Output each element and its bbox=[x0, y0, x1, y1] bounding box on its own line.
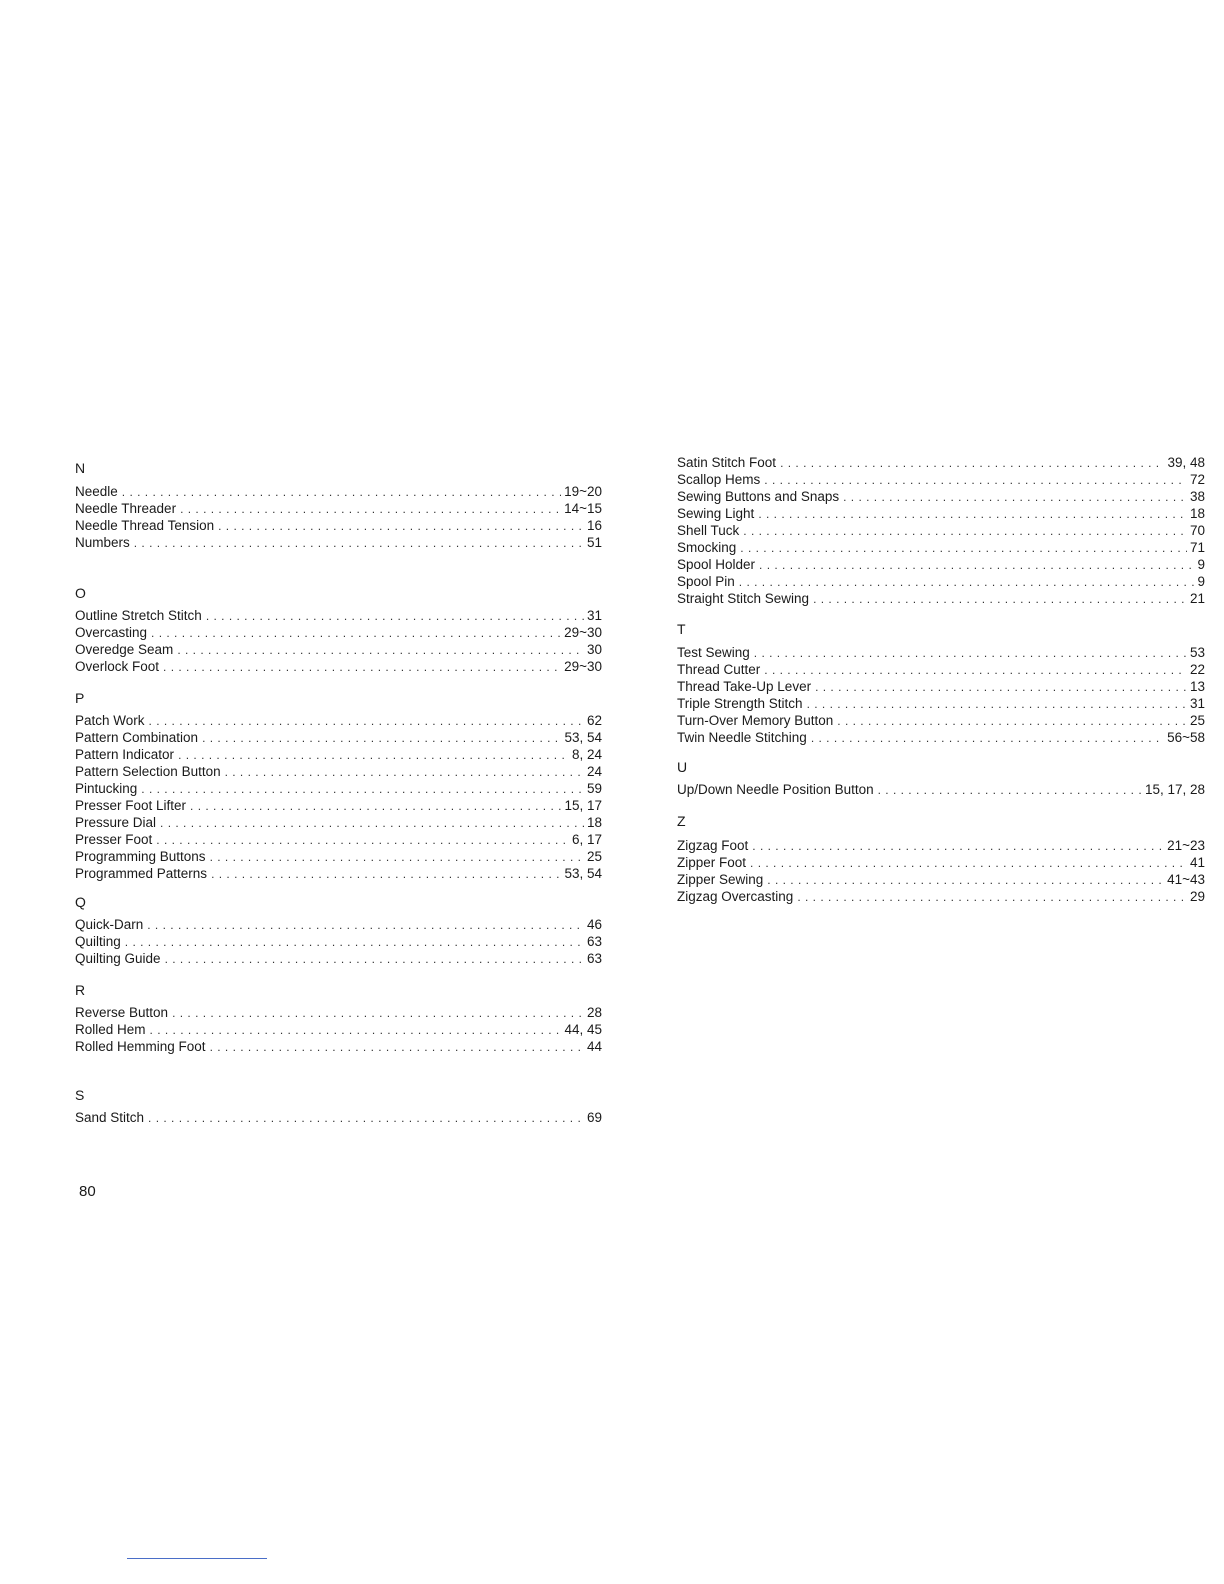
section-letter: S bbox=[75, 1087, 85, 1103]
entry-list bbox=[677, 454, 1205, 607]
dot-leader bbox=[807, 696, 1187, 713]
dot-leader bbox=[148, 1110, 584, 1127]
entry-term: Pattern Indicator bbox=[75, 747, 175, 762]
entry-term: Spool Pin bbox=[677, 574, 735, 589]
entry-term: Overedge Seam bbox=[75, 642, 174, 657]
entry-term: Triple Strength Stitch bbox=[677, 696, 803, 711]
dot-leader bbox=[752, 838, 1164, 855]
index-entry bbox=[677, 522, 1205, 539]
entry-term: Test Sewing bbox=[677, 645, 750, 660]
index-entry bbox=[677, 644, 1205, 661]
index-entry bbox=[677, 454, 1205, 471]
entry-pages: 38 bbox=[1189, 489, 1205, 504]
entry-term: Zipper Sewing bbox=[677, 872, 764, 887]
section-letter: T bbox=[677, 621, 686, 637]
entry-term: Smocking bbox=[677, 540, 737, 555]
entry-term: Rolled Hemming Foot bbox=[75, 1039, 206, 1054]
dot-leader bbox=[740, 540, 1187, 557]
index-entry bbox=[677, 712, 1205, 729]
index-entry bbox=[75, 641, 602, 658]
section-letter: Z bbox=[677, 813, 686, 829]
index-entry bbox=[75, 797, 602, 814]
dot-leader bbox=[743, 523, 1187, 540]
dot-leader bbox=[211, 866, 561, 883]
index-entry bbox=[677, 471, 1205, 488]
entry-term: Overcasting bbox=[75, 625, 148, 640]
index-entry bbox=[75, 729, 602, 746]
entry-pages: 69 bbox=[586, 1110, 602, 1125]
entry-pages: 63 bbox=[586, 951, 602, 966]
index-entry bbox=[75, 1021, 602, 1038]
dot-leader bbox=[764, 662, 1187, 679]
entry-term: Zipper Foot bbox=[677, 855, 747, 870]
dot-leader bbox=[843, 489, 1187, 506]
entry-pages: 30 bbox=[586, 642, 602, 657]
dot-leader bbox=[163, 659, 561, 676]
entry-term: Spool Holder bbox=[677, 557, 756, 572]
section-letter: R bbox=[75, 982, 86, 998]
dot-leader bbox=[206, 608, 584, 625]
entry-term: Sewing Light bbox=[677, 506, 755, 521]
entry-pages: 21~23 bbox=[1167, 838, 1205, 853]
index-entry bbox=[75, 831, 602, 848]
entry-term: Thread Cutter bbox=[677, 662, 761, 677]
index-entry bbox=[677, 837, 1205, 854]
section-letter: Q bbox=[75, 894, 86, 910]
dot-leader bbox=[780, 455, 1164, 472]
entry-list bbox=[75, 483, 602, 551]
page-number: 80 bbox=[79, 1183, 96, 1200]
entry-pages: 29~30 bbox=[564, 625, 602, 640]
dot-leader bbox=[156, 832, 569, 849]
index-entry bbox=[677, 573, 1205, 590]
entry-pages: 16 bbox=[586, 518, 602, 533]
index-entry bbox=[75, 865, 602, 882]
dot-leader bbox=[811, 730, 1164, 747]
entry-pages: 41 bbox=[1189, 855, 1205, 870]
dot-leader bbox=[180, 501, 561, 518]
index-entry bbox=[75, 780, 602, 797]
dot-leader bbox=[767, 872, 1164, 889]
dot-leader bbox=[210, 1039, 584, 1056]
section-letter: P bbox=[75, 690, 85, 706]
index-entry bbox=[677, 488, 1205, 505]
entry-list bbox=[75, 607, 602, 675]
entry-pages: 71 bbox=[1189, 540, 1205, 555]
entry-term: Quilting bbox=[75, 934, 121, 949]
index-entry bbox=[677, 695, 1205, 712]
dot-leader bbox=[177, 642, 584, 659]
entry-term: Zigzag Foot bbox=[677, 838, 749, 853]
dot-leader bbox=[172, 1005, 584, 1022]
index-entry bbox=[677, 781, 1205, 798]
entry-pages: 14~15 bbox=[564, 501, 602, 516]
index-entry bbox=[75, 1004, 602, 1021]
entry-pages: 31 bbox=[1189, 696, 1205, 711]
dot-leader bbox=[218, 518, 584, 535]
dot-leader bbox=[815, 679, 1187, 696]
dot-leader bbox=[750, 855, 1187, 872]
entry-term: Needle Thread Tension bbox=[75, 518, 215, 533]
entry-term: Turn-Over Memory Button bbox=[677, 713, 834, 728]
dot-leader bbox=[797, 889, 1187, 906]
entry-pages: 15, 17, 28 bbox=[1144, 782, 1205, 797]
dot-leader bbox=[160, 815, 584, 832]
entry-pages: 56~58 bbox=[1167, 730, 1205, 745]
index-entry bbox=[75, 1038, 602, 1055]
dot-leader bbox=[178, 747, 569, 764]
footer-rule bbox=[127, 1558, 267, 1559]
entry-term: Sewing Buttons and Snaps bbox=[677, 489, 840, 504]
index-entry bbox=[75, 712, 602, 729]
dot-leader bbox=[122, 484, 561, 501]
index-entry bbox=[677, 871, 1205, 888]
entry-pages: 28 bbox=[586, 1005, 602, 1020]
entry-pages: 21 bbox=[1189, 591, 1205, 606]
entry-term: Patch Work bbox=[75, 713, 145, 728]
entry-term: Needle Threader bbox=[75, 501, 177, 516]
dot-leader bbox=[149, 713, 584, 730]
entry-term: Numbers bbox=[75, 535, 130, 550]
entry-pages: 19~20 bbox=[564, 484, 602, 499]
entry-list bbox=[677, 781, 1205, 798]
dot-leader bbox=[165, 951, 584, 968]
index-entry bbox=[75, 933, 602, 950]
entry-term: Pintucking bbox=[75, 781, 138, 796]
entry-term: Scallop Hems bbox=[677, 472, 761, 487]
index-entry bbox=[75, 848, 602, 865]
entry-list bbox=[75, 916, 602, 967]
entry-pages: 59 bbox=[586, 781, 602, 796]
dot-leader bbox=[764, 472, 1187, 489]
dot-leader bbox=[759, 557, 1194, 574]
index-entry bbox=[75, 814, 602, 831]
entry-pages: 53 bbox=[1189, 645, 1205, 660]
entry-pages: 13 bbox=[1189, 679, 1205, 694]
entry-pages: 72 bbox=[1189, 472, 1205, 487]
entry-pages: 18 bbox=[586, 815, 602, 830]
entry-term: Overlock Foot bbox=[75, 659, 160, 674]
index-entry bbox=[677, 556, 1205, 573]
entry-list bbox=[677, 644, 1205, 746]
entry-pages: 63 bbox=[586, 934, 602, 949]
dot-leader bbox=[147, 917, 584, 934]
dot-leader bbox=[190, 798, 561, 815]
entry-pages: 29 bbox=[1189, 889, 1205, 904]
dot-leader bbox=[151, 625, 561, 642]
entry-term: Twin Needle Stitching bbox=[677, 730, 807, 745]
entry-list bbox=[677, 837, 1205, 905]
dot-leader bbox=[878, 782, 1142, 799]
entry-term: Sand Stitch bbox=[75, 1110, 145, 1125]
entry-pages: 44, 45 bbox=[564, 1022, 602, 1037]
dot-leader bbox=[813, 591, 1187, 608]
entry-list bbox=[75, 1004, 602, 1055]
index-entry bbox=[75, 916, 602, 933]
index-entry bbox=[75, 517, 602, 534]
entry-term: Outline Stretch Stitch bbox=[75, 608, 202, 623]
dot-leader bbox=[758, 506, 1187, 523]
entry-pages: 25 bbox=[586, 849, 602, 864]
index-entry bbox=[677, 590, 1205, 607]
index-entry bbox=[677, 505, 1205, 522]
entry-pages: 25 bbox=[1189, 713, 1205, 728]
entry-term: Needle bbox=[75, 484, 118, 499]
index-entry bbox=[75, 763, 602, 780]
entry-term: Shell Tuck bbox=[677, 523, 740, 538]
dot-leader bbox=[739, 574, 1195, 591]
entry-pages: 8, 24 bbox=[571, 747, 602, 762]
section-letter: O bbox=[75, 585, 86, 601]
entry-term: Zigzag Overcasting bbox=[677, 889, 794, 904]
entry-term: Quick-Darn bbox=[75, 917, 144, 932]
entry-term: Thread Take-Up Lever bbox=[677, 679, 812, 694]
entry-term: Pressure Dial bbox=[75, 815, 157, 830]
entry-pages: 51 bbox=[586, 535, 602, 550]
entry-pages: 9 bbox=[1197, 574, 1205, 589]
dot-leader bbox=[225, 764, 584, 781]
index-entry bbox=[677, 678, 1205, 695]
index-entry bbox=[75, 658, 602, 675]
dot-leader bbox=[210, 849, 584, 866]
dot-leader bbox=[754, 645, 1187, 662]
entry-term: Quilting Guide bbox=[75, 951, 161, 966]
entry-term: Rolled Hem bbox=[75, 1022, 146, 1037]
entry-pages: 46 bbox=[586, 917, 602, 932]
index-entry bbox=[75, 500, 602, 517]
index-entry bbox=[75, 624, 602, 641]
entry-term: Satin Stitch Foot bbox=[677, 455, 777, 470]
dot-leader bbox=[150, 1022, 562, 1039]
entry-term: Presser Foot Lifter bbox=[75, 798, 187, 813]
entry-pages: 41~43 bbox=[1167, 872, 1205, 887]
entry-term: Programming Buttons bbox=[75, 849, 206, 864]
entry-term: Pattern Combination bbox=[75, 730, 199, 745]
entry-pages: 24 bbox=[586, 764, 602, 779]
entry-pages: 70 bbox=[1189, 523, 1205, 538]
entry-pages: 22 bbox=[1189, 662, 1205, 677]
entry-pages: 29~30 bbox=[564, 659, 602, 674]
section-letter: U bbox=[677, 759, 688, 775]
entry-pages: 53, 54 bbox=[564, 730, 602, 745]
entry-pages: 9 bbox=[1197, 557, 1205, 572]
index-entry bbox=[75, 607, 602, 624]
entry-term: Presser Foot bbox=[75, 832, 153, 847]
index-entry bbox=[677, 661, 1205, 678]
dot-leader bbox=[141, 781, 584, 798]
index-entry bbox=[75, 534, 602, 551]
index-entry bbox=[677, 539, 1205, 556]
dot-leader bbox=[125, 934, 584, 951]
index-entry bbox=[677, 729, 1205, 746]
entry-pages: 6, 17 bbox=[571, 832, 602, 847]
dot-leader bbox=[202, 730, 561, 747]
section-letter: N bbox=[75, 460, 86, 476]
entry-term: Programmed Patterns bbox=[75, 866, 208, 881]
entry-pages: 62 bbox=[586, 713, 602, 728]
dot-leader bbox=[837, 713, 1187, 730]
entry-pages: 15, 17 bbox=[564, 798, 602, 813]
index-entry bbox=[677, 888, 1205, 905]
entry-term: Up/Down Needle Position Button bbox=[677, 782, 874, 797]
index-entry bbox=[75, 746, 602, 763]
index-entry bbox=[75, 1109, 602, 1126]
entry-list bbox=[75, 1109, 602, 1126]
entry-term: Pattern Selection Button bbox=[75, 764, 221, 779]
entry-pages: 18 bbox=[1189, 506, 1205, 521]
index-entry bbox=[75, 483, 602, 500]
entry-pages: 31 bbox=[586, 608, 602, 623]
entry-pages: 53, 54 bbox=[564, 866, 602, 881]
entry-pages: 44 bbox=[586, 1039, 602, 1054]
index-entry bbox=[677, 854, 1205, 871]
entry-term: Reverse Button bbox=[75, 1005, 169, 1020]
entry-pages: 39, 48 bbox=[1167, 455, 1205, 470]
entry-list bbox=[75, 712, 602, 882]
index-entry bbox=[75, 950, 602, 967]
entry-term: Straight Stitch Sewing bbox=[677, 591, 810, 606]
dot-leader bbox=[134, 535, 584, 552]
